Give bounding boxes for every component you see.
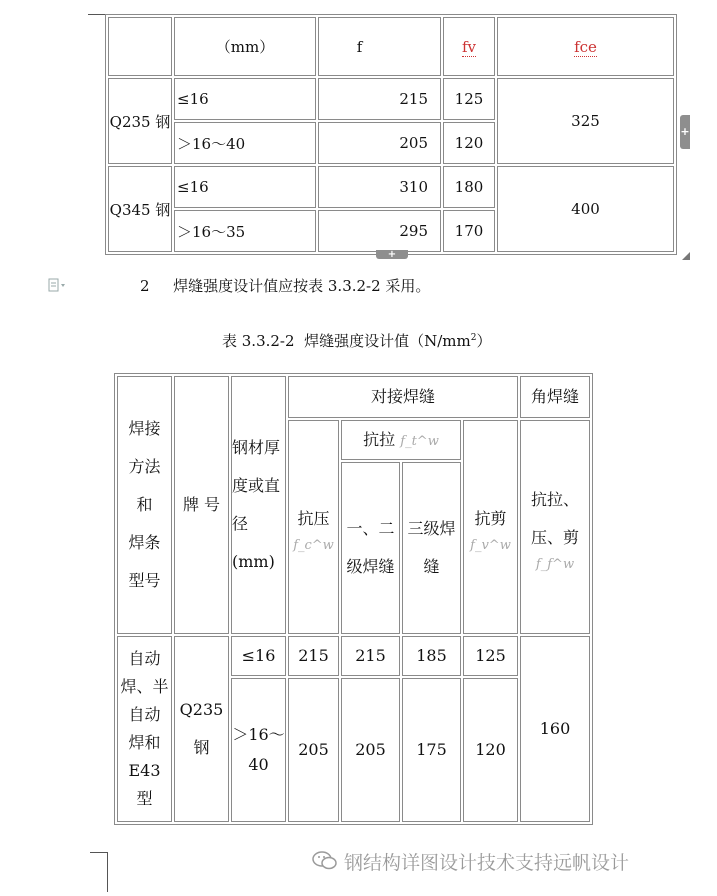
paragraph xyxy=(140,275,430,296)
grade-cell: Q235 钢 xyxy=(108,78,172,164)
add-row-handle[interactable]: + xyxy=(376,250,408,259)
compression-cell: 215 xyxy=(288,636,339,676)
thickness-cell: ≤16 xyxy=(174,78,316,120)
wechat-icon xyxy=(312,850,338,877)
brand-cell: Q235 钢 xyxy=(174,636,229,822)
fv-cell: 170 xyxy=(443,210,495,252)
header-fv: fv xyxy=(443,17,495,76)
grade-cell: Q345 钢 xyxy=(108,166,172,252)
resize-table-handle[interactable] xyxy=(682,252,690,260)
steel-strength-table xyxy=(105,14,677,255)
paragraph-options-icon[interactable] xyxy=(48,277,66,291)
header-thickness: 钢材厚 度或直 径(mm) xyxy=(231,376,286,634)
fillet-cell: 160 xyxy=(520,636,590,822)
fce-cell: 325 xyxy=(497,78,674,164)
grade3-cell: 185 xyxy=(402,636,461,676)
grade12-cell: 205 xyxy=(341,678,400,822)
grade3-cell: 175 xyxy=(402,678,461,822)
weld-strength-table xyxy=(114,373,593,825)
header-grade3: 三级焊 缝 xyxy=(402,462,461,634)
fv-cell: 120 xyxy=(443,122,495,164)
header-fce: fce xyxy=(497,17,674,76)
header-butt-weld: 对接焊缝 xyxy=(288,376,518,418)
f-cell: 295 xyxy=(318,210,441,252)
thickness-cell: ＞16～40 xyxy=(174,122,316,164)
f-cell: 215 xyxy=(318,78,441,120)
fv-cell: 125 xyxy=(443,78,495,120)
f-cell: 205 xyxy=(318,122,441,164)
page-corner-mark xyxy=(107,852,108,892)
header-grade12: 一、二 级焊缝 xyxy=(341,462,400,634)
header-tension: 抗拉 f_t^w xyxy=(341,420,461,460)
thickness-cell: ＞16～35 xyxy=(174,210,316,252)
thickness-cell: ＞16～ 40 xyxy=(231,678,286,822)
paragraph-text: 焊缝强度设计值应按表 3.3.2-2 采用。 xyxy=(173,277,431,295)
header-method: 焊接 方法 和 焊条 型号 xyxy=(117,376,172,634)
thickness-cell: ≤16 xyxy=(174,166,316,208)
shear-cell: 125 xyxy=(463,636,518,676)
header-brand: 牌 号 xyxy=(174,376,229,634)
method-cell: 自动 焊、半 自动 焊和 E43 型 xyxy=(117,636,172,822)
page-corner-mark xyxy=(88,0,106,15)
grade12-cell: 215 xyxy=(341,636,400,676)
header-thickness: （mm） xyxy=(174,17,316,76)
header-f: f xyxy=(318,17,441,76)
f-cell: 310 xyxy=(318,166,441,208)
header-shear: 抗剪 f_v^w xyxy=(463,420,518,634)
header-fillet-desc: 抗拉、 压、剪 f_f^w xyxy=(520,420,590,634)
fv-cell: 180 xyxy=(443,166,495,208)
paragraph-number: 2 xyxy=(140,277,150,295)
compression-cell: 205 xyxy=(288,678,339,822)
page-corner-mark xyxy=(90,852,108,893)
watermark: 钢结构详图设计技术支持远帆设计 xyxy=(312,848,629,877)
fce-cell: 400 xyxy=(497,166,674,252)
header-fillet-weld: 角焊缝 xyxy=(520,376,590,418)
table-caption: 表 3.3.2-2 焊缝强度设计值$(N/mm^2)$ xyxy=(222,332,492,350)
thickness-cell: ≤16 xyxy=(231,636,286,676)
add-column-handle[interactable]: + xyxy=(680,115,690,149)
shear-cell: 120 xyxy=(463,678,518,822)
header-compression: 抗压 f_c^w xyxy=(288,420,339,634)
header-spec xyxy=(108,17,172,76)
